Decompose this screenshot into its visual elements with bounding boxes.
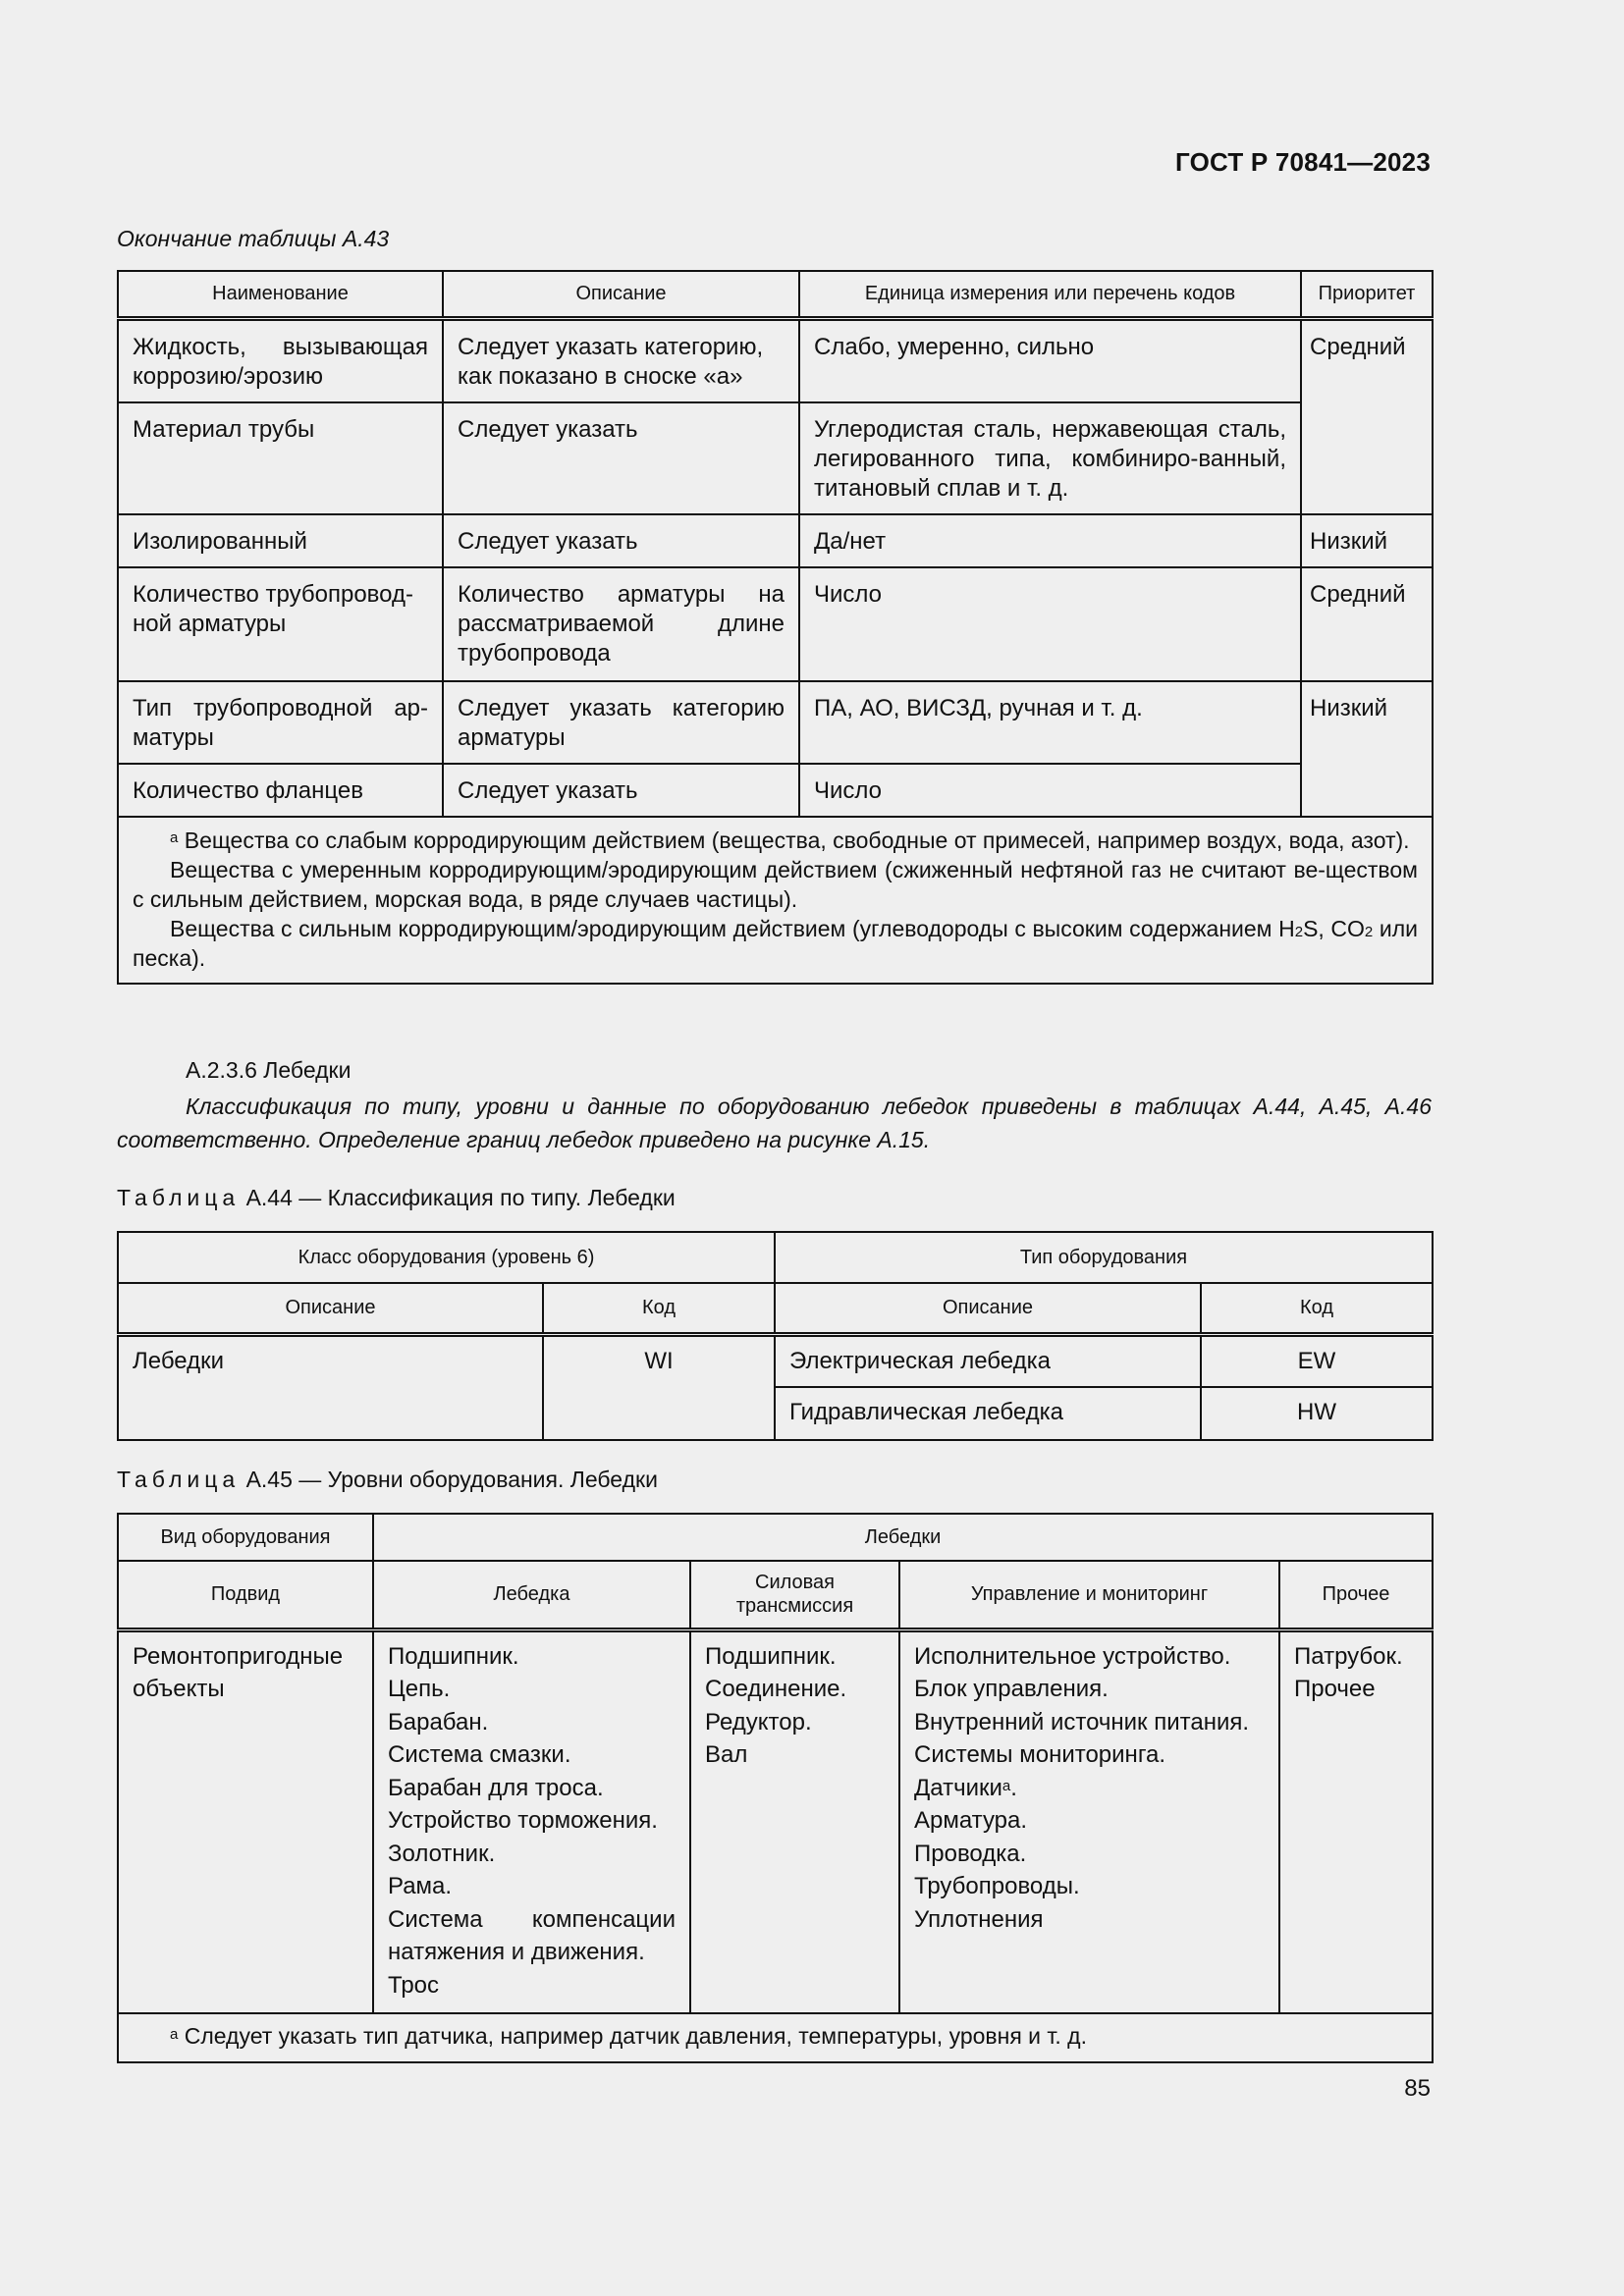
list-item: Соединение.	[705, 1676, 847, 1702]
list-item: Подшипник.	[705, 1642, 837, 1670]
table-row	[118, 1629, 1433, 2013]
list-item: Системы мониторинга.	[914, 1741, 1166, 1768]
cell-power-list	[690, 1629, 899, 2013]
col-header-winch: Лебедка	[373, 1561, 690, 1629]
table-a43-footnote	[118, 817, 1433, 984]
cell-desc: Следует указать	[443, 402, 799, 514]
col-header-unit: Единица измерения или перечень кодов	[799, 271, 1301, 318]
col-header-power: Силовая трансмиссия	[690, 1561, 899, 1629]
cell-desc: Следует указать	[443, 764, 799, 817]
list-item: Трос	[388, 1971, 440, 1999]
list-item: Датчики$^а$.	[914, 1774, 1017, 1801]
cell-class-code: WI	[543, 1334, 775, 1440]
col-header-priority: Приоритет	[1301, 271, 1433, 318]
cell-desc: Следует указать категорию арматуры	[443, 681, 799, 764]
col-header-other: Прочее	[1279, 1561, 1433, 1629]
cell-type-code: HW	[1201, 1387, 1433, 1440]
list-item: Барабан.	[388, 1708, 489, 1735]
list-item: Рама.	[388, 1873, 453, 1899]
cell-desc: Следует указать	[443, 514, 799, 567]
col-header-subtype: Подвид	[118, 1561, 373, 1629]
col-header-class-desc: Описание	[118, 1283, 543, 1334]
col-header-type-code: Код	[1201, 1283, 1433, 1334]
list-item: Прочее	[1294, 1676, 1376, 1702]
table-row	[118, 514, 1433, 567]
table-row	[118, 402, 1433, 514]
list-item: Система компенсации натяжения и движения.	[388, 1905, 676, 1965]
table-row	[118, 567, 1433, 681]
cell-unit: Да/нет	[799, 514, 1301, 567]
list-item: Внутренний источник питания.	[914, 1708, 1250, 1735]
col-header-control: Управление и мониторинг	[899, 1561, 1279, 1629]
cell-name: Изолированный	[118, 514, 443, 567]
col-header-desc: Описание	[443, 271, 799, 318]
cell-priority: Низкий	[1301, 681, 1433, 817]
cell-priority: Средний	[1301, 318, 1433, 514]
cell-unit: ПА, АО, ВИСЗД, ручная и т. д.	[799, 681, 1301, 764]
document-code: ГОСТ Р 70841—2023	[1175, 147, 1431, 177]
footnote-mark: а	[170, 2026, 179, 2043]
cell-desc: Количество арматуры на рассматриваемой длине трубопровода	[443, 567, 799, 681]
cell-name: Жидкость, вызывающая коррозию/эрозию	[118, 318, 443, 402]
col-header-class-code: Код	[543, 1283, 775, 1334]
list-item: Исполнительное устройство.	[914, 1642, 1231, 1670]
cell-name: Тип трубопроводной ар-матуры	[118, 681, 443, 764]
group-header-winches: Лебедки	[373, 1514, 1433, 1561]
group-header-type: Тип оборудования	[775, 1232, 1433, 1283]
list-item: Вал	[705, 1741, 748, 1768]
list-item: Трубопроводы.	[914, 1873, 1080, 1899]
footnote-text: Следует указать тип датчика, например датчик давления, температуры, уровня и т. д.	[184, 2023, 1087, 2049]
table-a45	[117, 1513, 1434, 2063]
footnote-p3: Вещества с сильным корродирующим/эродирующим действием (углеводороды с высоким содержанием $H_2S$, $CO_2$ или песка).	[133, 915, 1419, 971]
cell-type-desc: Электрическая лебедка	[775, 1334, 1201, 1387]
list-item: Устройство торможения.	[388, 1807, 658, 1834]
col-header-type-desc: Описание	[775, 1283, 1201, 1334]
page-number: 85	[1404, 2075, 1431, 2102]
cell-unit: Число	[799, 567, 1301, 681]
list-item: Арматура.	[914, 1807, 1028, 1834]
footnote-mark: а	[170, 828, 179, 846]
footnote-p2: Вещества с умеренным корродирующим/эродирующим действием (сжиженный нефтяной газ не считают ве-ществом с сильным действием, морская вода, в ряде случаев частицы).	[133, 856, 1418, 912]
list-item: Патрубок.	[1294, 1642, 1403, 1670]
cell-type-desc: Гидравлическая лебедка	[775, 1387, 1201, 1440]
cell-unit: Слабо, умеренно, сильно	[799, 318, 1301, 402]
table-a43-caption: Окончание таблицы А.43	[117, 226, 390, 251]
cell-type-code: EW	[1201, 1334, 1433, 1387]
cell-other-list	[1279, 1629, 1433, 2013]
col-header-name: Наименование	[118, 271, 443, 318]
cell-winch-list	[373, 1629, 690, 2013]
cell-desc: Следует указать категорию, как показано в сноске «а»	[443, 318, 799, 402]
list-item: Золотник.	[388, 1840, 496, 1867]
list-item: Редуктор.	[705, 1708, 812, 1735]
cell-priority: Средний	[1301, 567, 1433, 681]
table-a45-caption: Таблица А.45 — Уровни оборудования. Лебедки	[117, 1467, 658, 1492]
cell-control-list	[899, 1629, 1279, 2013]
list-item: Проводка.	[914, 1840, 1027, 1867]
table-row	[118, 318, 1433, 402]
section-title: А.2.3.6 Лебедки	[186, 1057, 352, 1083]
table-row	[118, 681, 1433, 764]
group-header-class: Класс оборудования (уровень 6)	[118, 1232, 775, 1283]
list-item: Цепь.	[388, 1676, 451, 1702]
cell-name: Количество фланцев	[118, 764, 443, 817]
table-a44-caption: Таблица А.44 — Классификация по типу. Лебедки	[117, 1185, 676, 1210]
col-header-kind: Вид оборудования	[118, 1514, 373, 1561]
footnote-p1: Вещества со слабым корродирующим действием (вещества, свободные от примесей, например воздух, вода, азот).	[184, 827, 1410, 853]
list-item: Уплотнения	[914, 1905, 1044, 1933]
cell-unit: Число	[799, 764, 1301, 817]
list-item: Подшипник.	[388, 1642, 519, 1670]
table-row	[118, 1334, 1433, 1387]
cell-name: Количество трубопровод-ной арматуры	[118, 567, 443, 681]
cell-unit: Углеродистая сталь, нержавеющая сталь, легированного типа, комбиниро-ванный, титановый сплав и т. д.	[799, 402, 1301, 514]
list-item: Система смазки.	[388, 1741, 571, 1768]
table-a45-footnote	[118, 2013, 1433, 2062]
cell-subtype: Ремонтопригодные объекты	[118, 1629, 373, 2013]
list-item: Барабан для троса.	[388, 1774, 604, 1801]
table-row	[118, 764, 1433, 817]
list-item: Блок управления.	[914, 1676, 1109, 1702]
cell-class-desc: Лебедки	[118, 1334, 543, 1440]
cell-priority: Низкий	[1301, 514, 1433, 567]
cell-name: Материал трубы	[118, 402, 443, 514]
table-a44	[117, 1231, 1434, 1441]
section-text: Классификация по типу, уровни и данные по оборудованию лебедок приведены в таблицах А.44, А.45, А.46 соответственно. Определение границ лебедок приведено на рисунке А.15.	[117, 1094, 1432, 1152]
table-a43	[117, 270, 1434, 985]
